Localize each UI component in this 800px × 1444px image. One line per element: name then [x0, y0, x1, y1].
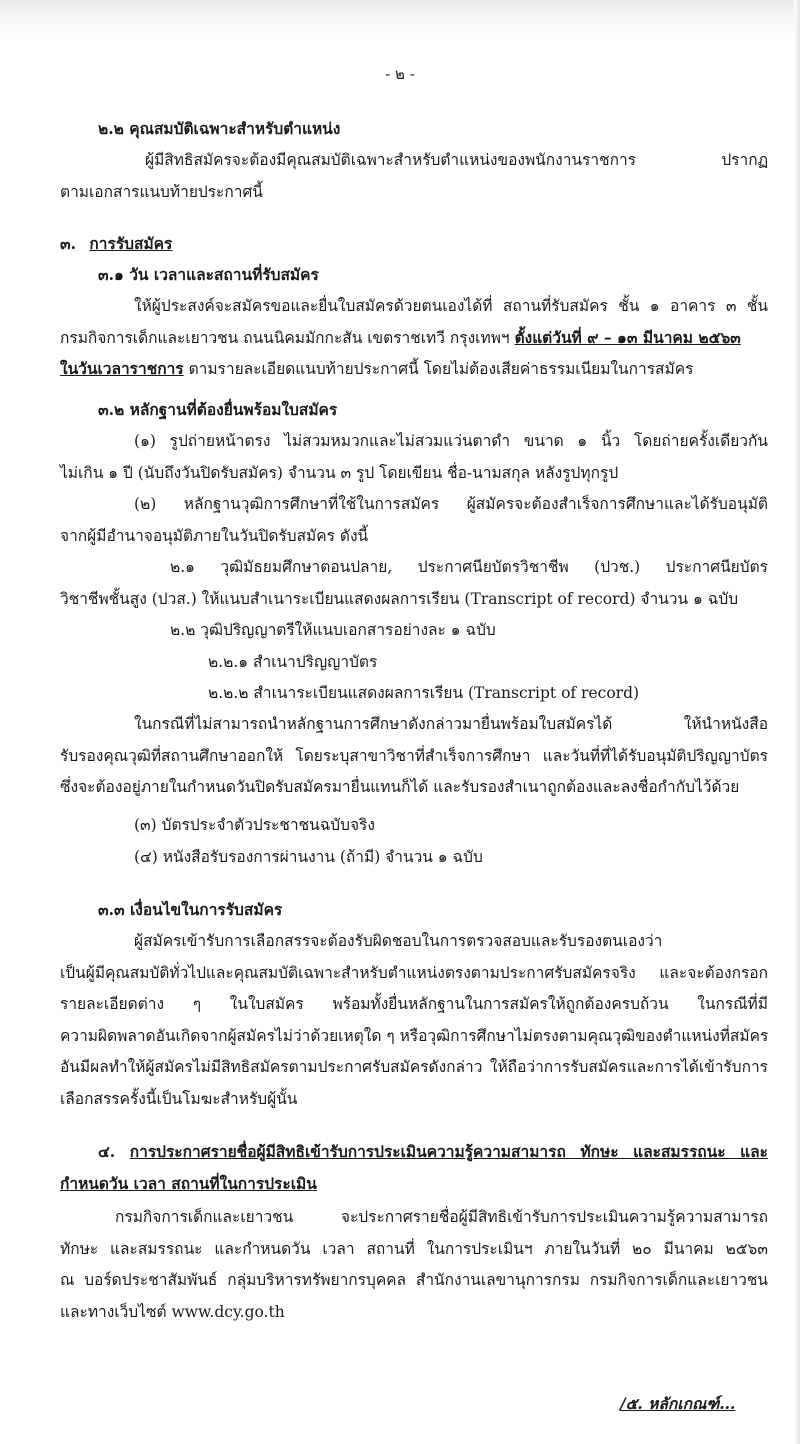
section-3-2-item-1-line: ไม่เกิน ๑ ปี (นับถึงวันปิดรับสมัคร) จำนวน ๓ รูป โดยเขียน ชื่อ-นามสกุล หลังรูปทุกรูป [60, 464, 619, 482]
section-3-2-heading: ๓.๒ หลักฐานที่ต้องยื่นพร้อมใบสมัคร [98, 400, 338, 419]
section-4-title: การประกาศรายชื่อผู้มีสิทธิเข้ารับการประเมินความรู้ความสามารถ ทักษะ และสมรรถนะ และ [129, 1142, 768, 1161]
section-3-2-item-2-line: จากผู้มีอำนาจอนุมัติภายในวันปิดรับสมัคร ดังนี้ [60, 527, 369, 545]
page-number: - ๒ - [385, 65, 415, 83]
section-3-1-heading: ๓.๑ วัน เวลาและสถานที่รับสมัคร [98, 265, 319, 284]
section-3-number: ๓. [60, 234, 76, 253]
continuation-marker: /๕. หลักเกณฑ์... [620, 1394, 736, 1413]
section-3-1-text-line [60, 357, 693, 381]
section-4-title: กำหนดวัน เวลา สถานที่ในการประเมิน [60, 1174, 317, 1193]
section-3-2-item-2-1-line: วิชาชีพชั้นสูง (ปวส.) ให้แนบสำเนาระเบียนแสดงผลการเรียน (Transcript of record) จำนวน ๑ ฉบับ [60, 590, 739, 608]
section-4-heading [98, 1140, 768, 1164]
section-2-2-text-line: ตามเอกสารแนบท้ายประกาศนี้ [60, 183, 263, 201]
section-3-2-note-line: ซึ่งจะต้องอยู่ภายในกำหนดวันปิดรับสมัครมายื่นแทนก็ได้ และรับรองสำเนาถูกต้องและลงชื่อกำกับไว้ด้วย [60, 778, 740, 796]
section-3-1-text-line: ให้ผู้ประสงค์จะสมัครขอและยื่นใบสมัครด้วยตนเองได้ที่ สถานที่รับสมัคร ชั้น ๑ อาคาร ๓ ชั้น [134, 297, 768, 315]
section-3-3-text-line: เป็นผู้มีคุณสมบัติทั่วไปและคุณสมบัติเฉพาะสำหรับตำแหน่งตรงตามประกาศรับสมัครจริง และจะต้องกรอก [60, 964, 768, 982]
section-3-1-fee-note: ตามรายละเอียดแนบท้ายประกาศนี้ โดยไม่ต้องเสียค่าธรรมเนียมในการสมัคร [183, 360, 694, 378]
section-3-title: การรับสมัคร [89, 234, 173, 253]
section-4-text-line: กรมกิจการเด็กและเยาวชน จะประกาศรายชื่อผู้มีสิทธิเข้ารับการประเมินความรู้ความสามารถ [115, 1208, 768, 1226]
section-3-1-office-hours: ในวันเวลาราชการ [60, 359, 184, 378]
section-2-2-heading: ๒.๒ คุณสมบัติเฉพาะสำหรับตำแหน่ง [98, 119, 341, 138]
section-3-2-item-2-1-line: ๒.๑ วุฒิมัธยมศึกษาตอนปลาย, ประกาศนียบัตรวิชาชีพ (ปวช.) ประกาศนียบัตร [170, 558, 768, 576]
section-3-2-note-line: ในกรณีที่ไม่สามารถนำหลักฐานการศึกษาดังกล่าวมายื่นพร้อมใบสมัครได้ ให้นำหนังสือ [134, 715, 768, 733]
section-3-heading [60, 232, 172, 256]
section-3-3-text-line: ผู้สมัครเข้ารับการเลือกสรรจะต้องรับผิดชอบในการตรวจสอบและรับรองตนเองว่า [134, 932, 663, 950]
section-4-text-line: ทักษะ และสมรรถนะ และกำหนดวัน เวลา สถานที่ ในการประเมินฯ ภายในวันที่ ๒๐ มีนาคม ๒๕๖๓ [60, 1240, 768, 1258]
section-3-2-item-2-2-2: ๒.๒.๒ สำเนาระเบียนแสดงผลการเรียน (Transcript of record) [208, 684, 640, 702]
section-3-3-text-line: ความผิดพลาดอันเกิดจากผู้สมัครไม่ว่าด้วยเหตุใด ๆ หรือวุฒิการศึกษาไม่ตรงตามคุณวุฒิของตำแหน่งที่สมัคร [60, 1027, 769, 1045]
section-4-number: ๔. [98, 1142, 116, 1161]
section-3-3-text-line: อันมีผลทำให้ผู้สมัครไม่มีสิทธิสมัครตามประกาศรับสมัครดังกล่าว ให้ถือว่าการรับสมัครและการได้เข้ารับการ [60, 1058, 768, 1076]
section-3-1-text-line [60, 326, 741, 350]
scan-shadow-right [794, 0, 800, 1444]
section-4-text-line: ณ บอร์ดประชาสัมพันธ์ กลุ่มบริหารทรัพยากรบุคคล สำนักงานเลขานุการกรม กรมกิจการเด็กและเยาวชน [60, 1271, 768, 1289]
section-3-3-text-line: เลือกสรรครั้งนี้เป็นโมฆะสำหรับผู้นั้น [60, 1090, 298, 1108]
section-3-2-item-2-line: (๒) หลักฐานวุฒิการศึกษาที่ใช้ในการสมัคร ผู้สมัครจะต้องสำเร็จการศึกษาและได้รับอนุมัติ [134, 495, 768, 513]
section-3-2-item-2-2-1: ๒.๒.๑ สำเนาปริญญาบัตร [208, 653, 378, 671]
section-3-2-item-1-line: (๑) รูปถ่ายหน้าตรง ไม่สวมหมวกและไม่สวมแว่นตาดำ ขนาด ๑ นิ้ว โดยถ่ายครั้งเดียวกัน [134, 432, 768, 450]
section-3-1-location: กรมกิจการเด็กและเยาวชน ถนนนิคมมักกะสัน เขตราชเทวี กรุงเทพฯ [60, 329, 515, 347]
section-3-1-date-range: ตั้งแต่วันที่ ๙ – ๑๓ มีนาคม ๒๕๖๓ [514, 328, 741, 347]
section-3-2-item-3: (๓) บัตรประจำตัวประชาชนฉบับจริง [134, 816, 375, 834]
section-3-2-item-4: (๔) หนังสือรับรองการผ่านงาน (ถ้ามี) จำนวน ๑ ฉบับ [134, 848, 483, 866]
section-2-2-text-line: ผู้มีสิทธิสมัครจะต้องมีคุณสมบัติเฉพาะสำหรับตำแหน่งของพนักงานราชการ ปรากฏ [145, 151, 768, 169]
section-3-3-heading: ๓.๓ เงื่อนไขในการรับสมัคร [98, 900, 283, 919]
scan-shadow-top [0, 0, 800, 40]
section-3-2-note-line: รับรองคุณวุฒิที่สถานศึกษาออกให้ โดยระบุสาขาวิชาที่สำเร็จการศึกษา และวันที่ที่ได้รับอนุมัติปริญญาบัตร [60, 747, 768, 765]
section-4-text-line: และทางเว็บไซต์ www.dcy.go.th [60, 1303, 285, 1321]
section-3-3-text-line: รายละเอียดต่าง ๆ ในใบสมัคร พร้อมทั้งยื่นหลักฐานในการสมัครให้ถูกต้องครบถ้วน ในกรณีที่มี [60, 995, 768, 1013]
section-3-2-item-2-2: ๒.๒ วุฒิปริญญาตรีให้แนบเอกสารอย่างละ ๑ ฉบับ [170, 621, 496, 639]
